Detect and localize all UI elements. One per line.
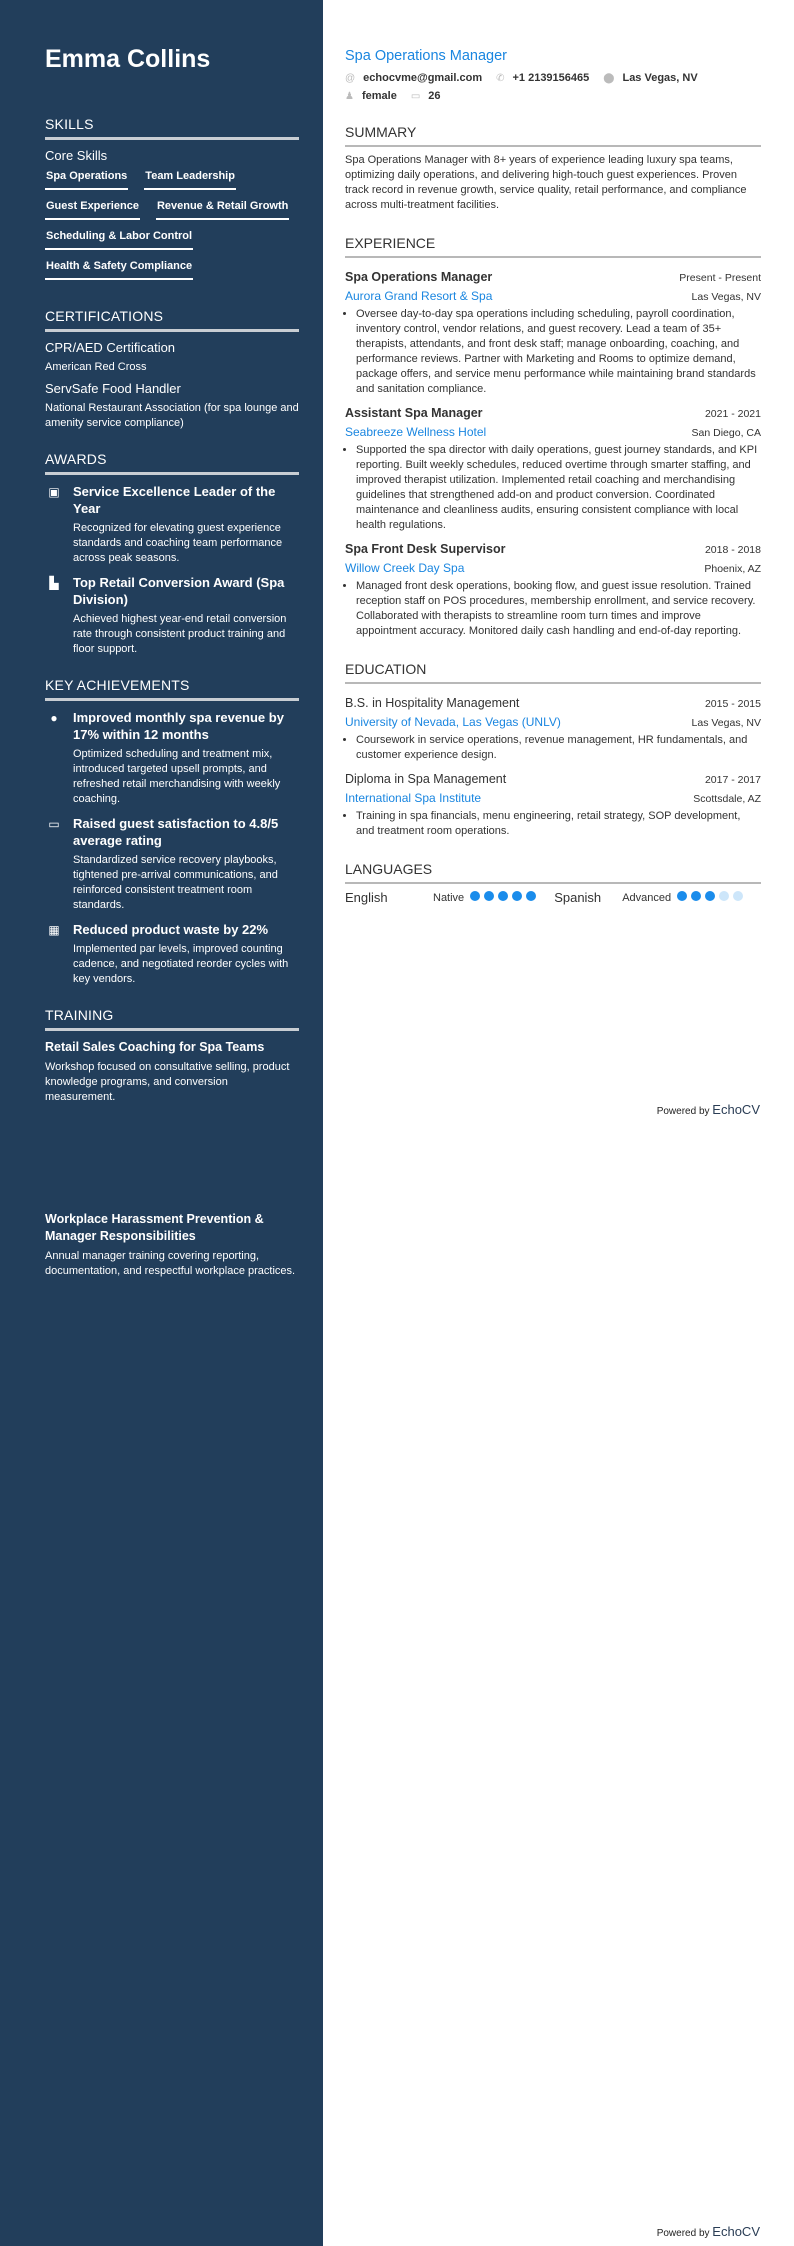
experience-item xyxy=(345,264,761,397)
school: University of Nevada, Las Vegas (UNLV) xyxy=(345,715,561,729)
candidate-name: Emma Collins xyxy=(45,45,211,73)
achievement-desc: Standardized service recovery playbooks, tightened pre-arrival communications, and reinforced consistent treatment room standards. xyxy=(73,854,278,911)
powered-text: Powered by xyxy=(656,2228,710,2239)
brand-link[interactable]: EchoCV xyxy=(712,2224,760,2239)
language-rating xyxy=(470,891,540,904)
achievement-title: Reduced product waste by 22% xyxy=(73,922,269,937)
degree: Diploma in Spa Management xyxy=(345,772,507,786)
brand-link[interactable]: EchoCV xyxy=(712,1102,760,1117)
achievements-heading: KEY ACHIEVEMENTS xyxy=(45,677,299,701)
achievement-item xyxy=(45,921,299,987)
file-icon: ▙ xyxy=(49,576,59,590)
gender: female xyxy=(361,90,397,102)
email[interactable]: echocvme@gmail.com xyxy=(363,72,483,84)
store-icon: ▦ xyxy=(48,923,60,937)
achievement-item xyxy=(45,815,299,913)
powered-by-footer xyxy=(657,2224,760,2239)
at-icon: @ xyxy=(345,72,356,84)
dates: Present - Present xyxy=(679,272,761,284)
bullet: • Oversee day-to-day spa operations including scheduling, payroll coordination, inventory control, vendor relations, and guest recovery. Lead a team of 35+ therapists, attendants, and front desk staff; manage onboarding, coaching, and performance reviews. Partner with Marketing and Rooms to optimize demand, package offers, and service menu performance while maintaining brand standards and sanitation compliance. xyxy=(356,307,761,397)
award-item xyxy=(45,574,299,657)
bullet: • Training in spa financials, menu engineering, retail strategy, SOP development, and treatment room operations. xyxy=(356,809,761,839)
achievement-title: Improved monthly spa revenue by 17% within 12 months xyxy=(73,710,284,742)
phone-icon: ✆ xyxy=(496,72,505,84)
education-section xyxy=(345,661,761,839)
bullet: • Supported the spa director with daily operations, guest journey standards, and KPI reporting. Built weekly schedules, reduced overtime through smarter staffing, and improved therapist utilization. Implemented retail coaching and merchandising guidelines that strengthened add-on and product conversion. Coordinated maintenance and cleanliness audits, ensuring consistent compliance with local health regulations. xyxy=(356,443,761,533)
person-icon: ♟ xyxy=(345,90,354,102)
education-item xyxy=(345,766,761,839)
experience-section xyxy=(345,235,761,639)
certifications-section xyxy=(45,308,299,431)
award-title: Top Retail Conversion Award (Spa Division) xyxy=(73,575,285,607)
dates: 2018 - 2018 xyxy=(704,544,761,556)
rating-dot-filled xyxy=(705,891,715,901)
experience-item xyxy=(345,536,761,639)
achievement-desc: Optimized scheduling and treatment mix, introduced targeted upsell prompts, and refreshed retail merchandising with weekly coaching. xyxy=(73,748,281,805)
school: International Spa Institute xyxy=(345,791,482,805)
skill-tag: Scheduling & Labor Control xyxy=(45,228,193,250)
company: Seabreeze Wellness Hotel xyxy=(345,425,487,439)
sidebar xyxy=(0,0,323,2246)
certification-title: CPR/AED Certification xyxy=(45,340,176,355)
award-desc: Achieved highest year-end retail conversion rate through consistent product training and floor support. xyxy=(73,613,287,655)
language-level: Native xyxy=(433,891,465,904)
phone[interactable]: +1 2139156465 xyxy=(512,72,590,84)
location: Scottsdale, AZ xyxy=(693,793,761,805)
rating-dot-filled xyxy=(512,891,522,901)
summary-heading: SUMMARY xyxy=(345,124,761,147)
location: Las Vegas, NV xyxy=(691,291,761,303)
rating-dot-empty xyxy=(733,891,743,901)
languages-section xyxy=(345,861,761,905)
language-level: Advanced xyxy=(622,891,672,904)
role: Spa Operations Manager xyxy=(345,270,493,284)
calendar-icon: ▭ xyxy=(48,817,60,831)
training-title: Workplace Harassment Prevention & Manager Responsibilities xyxy=(45,1212,264,1243)
training-desc: Annual manager training covering reporting, documentation, and respectful workplace practices. xyxy=(45,1250,296,1277)
skill-tag: Team Leadership xyxy=(144,168,236,190)
degree: B.S. in Hospitality Management xyxy=(345,696,520,710)
rating-dot-filled xyxy=(691,891,701,901)
location-icon: ⬤ xyxy=(603,72,615,84)
job-title: Spa Operations Manager xyxy=(345,48,508,64)
rating-dot-filled xyxy=(484,891,494,901)
powered-text: Powered by xyxy=(656,1106,710,1117)
award-title: Service Excellence Leader of the Year xyxy=(73,484,276,516)
main-content xyxy=(345,48,761,927)
award-item xyxy=(45,483,299,566)
bullet: • Managed front desk operations, booking flow, and guest issue resolution. Trained reception staff on POS procedures, membership enrollment, and service recovery. Collaborated with therapists to streamline room turn times and improve appointment accuracy. Monitored daily cash handling and end-of-day reporting. xyxy=(356,579,761,639)
skills-section xyxy=(45,116,299,288)
certifications-heading: CERTIFICATIONS xyxy=(45,308,299,332)
company: Willow Creek Day Spa xyxy=(345,561,465,575)
language-name: English xyxy=(345,890,388,905)
skill-tag: Revenue & Retail Growth xyxy=(156,198,289,220)
role: Assistant Spa Manager xyxy=(345,406,483,420)
skills-group: Core Skills xyxy=(45,148,108,163)
rating-dot-filled xyxy=(677,891,687,901)
summary-text: Spa Operations Manager with 8+ years of experience leading luxury spa teams, optimizing daily operations, and delivering high-touch guest experiences. Proven track record in revenue growth, service quality, retail performance, and compliance across multi-treatment facilities. xyxy=(345,154,747,211)
certification-title: ServSafe Food Handler xyxy=(45,381,181,396)
language-rating xyxy=(677,891,747,904)
role: Spa Front Desk Supervisor xyxy=(345,542,506,556)
education-heading: EDUCATION xyxy=(345,661,761,684)
experience-item xyxy=(345,400,761,533)
awards-section xyxy=(45,451,299,657)
rating-dot-filled xyxy=(526,891,536,901)
certification-issuer: American Red Cross xyxy=(45,361,147,373)
achievement-title: Raised guest satisfaction to 4.8/5 average rating xyxy=(73,816,279,848)
company: Aurora Grand Resort & Spa xyxy=(345,289,493,303)
training-desc: Workshop focused on consultative selling, product knowledge programs, and conversion measurement. xyxy=(45,1061,290,1103)
certification-issuer: National Restaurant Association (for spa lounge and amenity service compliance) xyxy=(45,402,299,429)
awards-heading: AWARDS xyxy=(45,451,299,475)
location: Phoenix, AZ xyxy=(704,563,761,575)
language-name: Spanish xyxy=(554,890,602,905)
age: 26 xyxy=(428,90,441,102)
training-heading: TRAINING xyxy=(45,1007,299,1031)
skills-heading: SKILLS xyxy=(45,116,299,140)
rating-dot-filled xyxy=(470,891,480,901)
location: San Diego, CA xyxy=(691,427,761,439)
dates: 2015 - 2015 xyxy=(704,698,761,710)
contact-info xyxy=(345,72,761,102)
languages-heading: LANGUAGES xyxy=(345,861,761,884)
award-desc: Recognized for elevating guest experience standards and coaching team performance across peak seasons. xyxy=(73,522,283,564)
location: Las Vegas, NV xyxy=(622,72,698,84)
calendar-icon: ▭ xyxy=(410,90,421,102)
skill-tag: Guest Experience xyxy=(45,198,140,220)
education-item xyxy=(345,690,761,763)
achievement-item xyxy=(45,709,299,807)
skill-tag: Spa Operations xyxy=(45,168,128,190)
achievements-section xyxy=(45,677,299,987)
experience-heading: EXPERIENCE xyxy=(345,235,761,258)
achievement-desc: Implemented par levels, improved counting cadence, and negotiated reorder cycles with key vendors. xyxy=(73,943,289,985)
rating-dot-filled xyxy=(498,891,508,901)
dates: 2017 - 2017 xyxy=(704,774,761,786)
powered-by-footer xyxy=(657,1102,760,1117)
rating-dot-empty xyxy=(719,891,729,901)
coin-icon: ● xyxy=(50,711,58,725)
skill-tag: Health & Safety Compliance xyxy=(45,258,193,280)
training-section xyxy=(45,1007,299,1279)
bullet: • Coursework in service operations, revenue management, HR fundamentals, and customer experience design. xyxy=(356,733,761,763)
training-title: Retail Sales Coaching for Spa Teams xyxy=(45,1040,265,1054)
location: Las Vegas, NV xyxy=(691,717,761,729)
chip-icon: ▣ xyxy=(48,485,60,499)
dates: 2021 - 2021 xyxy=(704,408,761,420)
summary-section xyxy=(345,124,761,213)
